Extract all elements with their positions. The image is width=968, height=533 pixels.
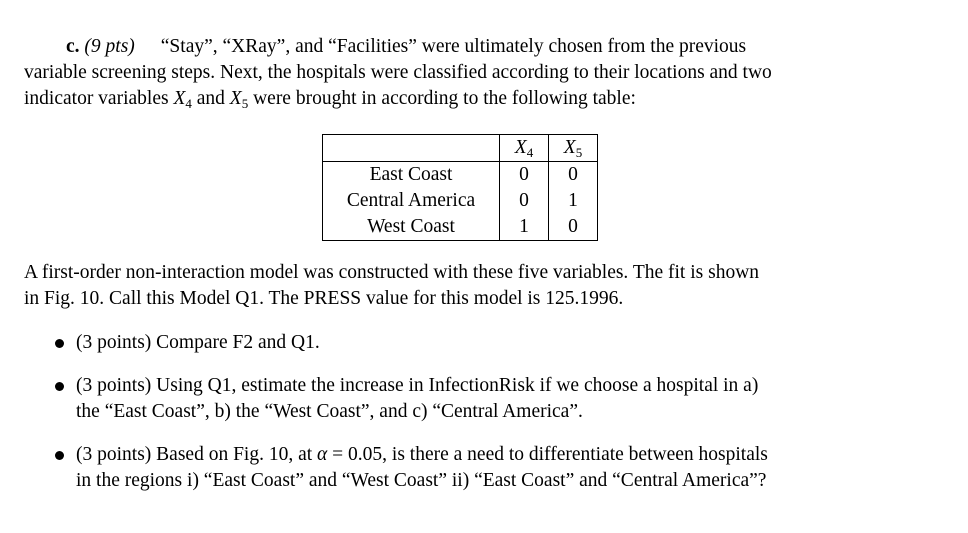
var-x5-sub: 5 (241, 96, 249, 111)
question-list (52, 330, 904, 494)
table-cell-x4: 1 (500, 214, 549, 241)
part-c-line-3 (24, 86, 904, 112)
bullet-dot-icon (55, 451, 64, 460)
var-x5 (230, 88, 248, 109)
bullet-3-line-2: in the regions i) “East Coast” and “West Coast” ii) “East Coast” and “Central America”? (76, 470, 767, 491)
table-cell-x5: 1 (549, 188, 598, 214)
table-header-empty (323, 135, 500, 162)
alpha-symbol: α (317, 444, 328, 465)
table-row-label: West Coast (323, 214, 500, 241)
part-c-line-1-text: “Stay”, “XRay”, and “Facilities” were ultimately chosen from the previous (160, 36, 747, 57)
indicator-table (322, 134, 598, 241)
list-item (52, 373, 904, 425)
table-cell-x4: 0 (500, 162, 549, 189)
header-x4-base: X (514, 137, 527, 158)
table-row (323, 162, 598, 189)
table-header-x4 (500, 135, 549, 162)
part-c-line-2: variable screening steps. Next, the hospitals were classified according to their locations and two (24, 62, 772, 83)
header-x5-base: X (563, 137, 576, 158)
indicator-table-wrap (322, 134, 598, 241)
table-row-label: East Coast (323, 162, 500, 189)
part-c-line-3-c: were brought in according to the following table: (248, 88, 636, 109)
header-x4-sub: 4 (526, 145, 534, 160)
bullet-3-line-1 (76, 442, 904, 468)
table-cell-x4: 0 (500, 188, 549, 214)
part-c-line-3-b: and (191, 88, 230, 109)
var-x4-sub: 4 (185, 96, 192, 111)
var-x4 (173, 88, 191, 109)
points-label: (9 pts) (84, 36, 135, 57)
var-x4-base: X (173, 88, 186, 109)
model-line-2: in Fig. 10. Call this Model Q1. The PRESS value for this model is 125.1996. (24, 288, 624, 309)
bullet-1-line-1: (3 points) Compare F2 and Q1. (76, 332, 320, 353)
bullet-3-line-1-a: (3 points) Based on Fig. 10, at (76, 444, 318, 465)
model-paragraph (24, 260, 904, 312)
model-line-1: A first-order non-interaction model was constructed with these five variables. The fit is shown (24, 262, 760, 283)
list-item (52, 442, 904, 494)
bullet-dot-icon (55, 339, 64, 348)
table-row-label: Central America (323, 188, 500, 214)
bullet-2-line-2: the “East Coast”, b) the “West Coast”, and c) “Central America”. (76, 401, 583, 422)
table-cell-x5: 0 (549, 214, 598, 241)
part-c-line-3-a: indicator variables (24, 88, 174, 109)
table-row (323, 214, 598, 241)
list-item (52, 330, 904, 356)
bullet-dot-icon (55, 382, 64, 391)
table-cell-x5: 0 (549, 162, 598, 189)
table-header-row (323, 135, 598, 162)
var-x5-base: X (229, 88, 242, 109)
bullet-2-line-1: (3 points) Using Q1, estimate the increase in InfectionRisk if we choose a hospital in a) (76, 375, 759, 396)
bullet-3-line-1-b: = 0.05, is there a need to differentiate between hospitals (327, 444, 768, 465)
table-row (323, 188, 598, 214)
table-header-x5 (549, 135, 598, 162)
part-letter: c. (66, 36, 80, 57)
part-c-paragraph (24, 34, 904, 112)
header-x5-sub: 5 (575, 145, 583, 160)
part-c-line-1 (24, 34, 904, 60)
